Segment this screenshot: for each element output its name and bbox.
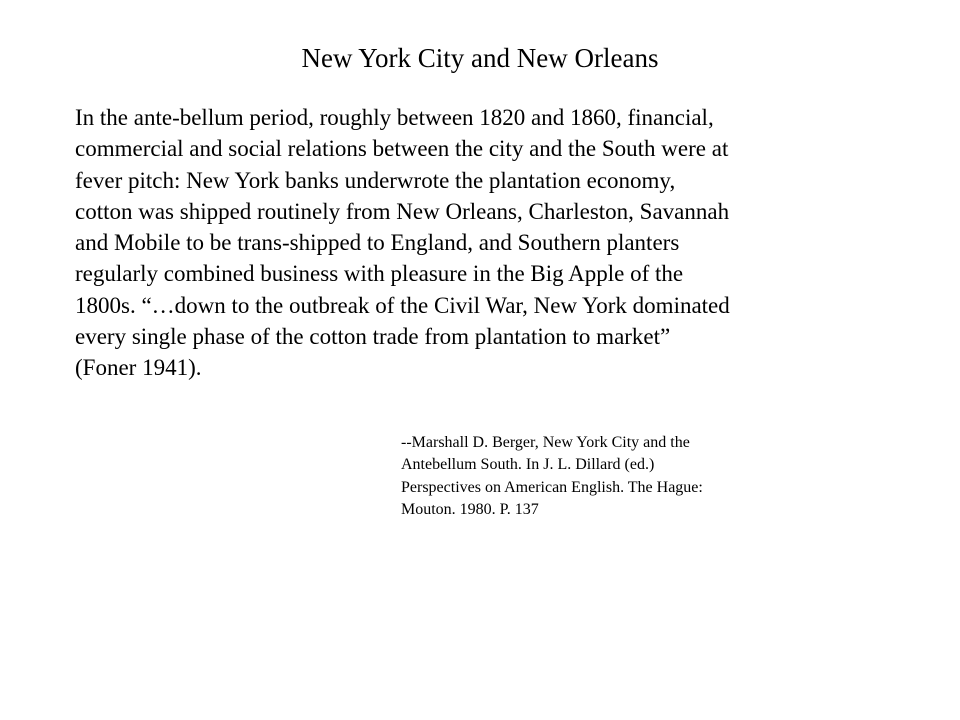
citation: [401, 432, 921, 521]
quote-line: and Mobile to be trans-shipped to England, and Southern planters: [75, 230, 680, 256]
quote-line: (Foner 1941).: [75, 355, 202, 381]
citation-line: Perspectives on American English. The Hague:: [401, 478, 703, 496]
quote-line: In the ante-bellum period, roughly between 1820 and 1860, financial,: [75, 105, 714, 130]
quote-line: 1800s. “…down to the outbreak of the Civil War, New York dominated: [75, 292, 730, 318]
citation-line: --Marshall D. Berger, New York City and the: [401, 434, 690, 451]
citation-line: Mouton. 1980. P. 137: [401, 500, 539, 518]
quote-paragraph: [75, 102, 865, 384]
quote-line: cotton was shipped routinely from New Orleans, Charleston, Savannah: [75, 198, 730, 224]
quote-line: fever pitch: New York banks underwrote the plantation economy,: [75, 167, 676, 193]
quote-line: regularly combined business with pleasure in the Big Apple of the: [75, 261, 684, 287]
slide-title: New York City and New Orleans: [301, 43, 659, 73]
citation-line: Antebellum South. In J. L. Dillard (ed.): [401, 456, 655, 474]
quote-line: every single phase of the cotton trade from plantation to market”: [75, 324, 671, 350]
quote-line: commercial and social relations between the city and the South were at: [75, 136, 729, 162]
